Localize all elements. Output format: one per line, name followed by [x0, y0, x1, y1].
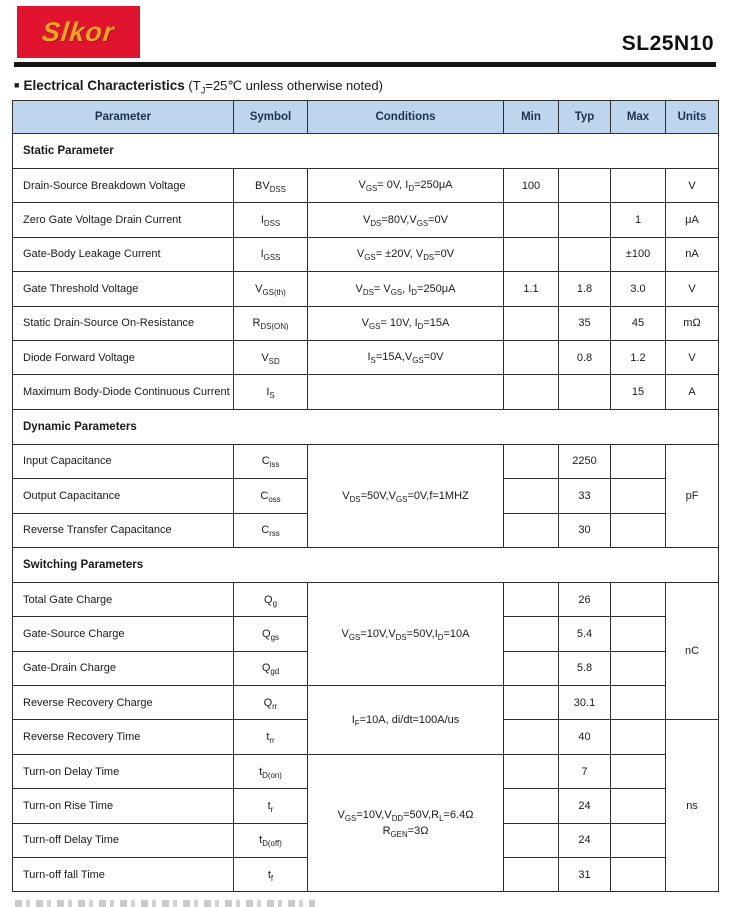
subscript: DS [370, 219, 382, 229]
typ-cell: 31 [559, 858, 611, 892]
subscript: GEN [390, 830, 408, 840]
max-cell: 1.2 [611, 340, 666, 374]
symbol-cell: $I_S$ [234, 375, 308, 409]
param-cell: Turn-off Delay Time [13, 823, 234, 857]
table-row [13, 582, 719, 616]
table-body [13, 134, 719, 892]
param-cell: Output Capacitance [13, 479, 234, 513]
condition-line: $V_{GS}=10V,V_{DD}=50V,R_L=6.4\Omega$ [337, 808, 474, 823]
param-cell: Gate-Drain Charge [13, 651, 234, 685]
section-row [13, 134, 719, 169]
typ-cell: 30.1 [559, 686, 611, 720]
symbol-cell: $Q_g$ [234, 582, 308, 616]
param-cell: Turn-off fall Time [13, 858, 234, 892]
subscript: oss [268, 495, 281, 504]
min-cell [504, 582, 559, 616]
subscript: GS [416, 219, 429, 229]
subscript: GS [390, 287, 403, 297]
subscript: D(off) [262, 839, 282, 849]
subscript: DSS [269, 184, 286, 194]
min-cell [504, 789, 559, 823]
subscript: rr [269, 736, 275, 746]
symbol-cell: $Q_{gd}$ [234, 651, 308, 685]
section-label: Switching Parameters [13, 547, 719, 582]
param-cell: Drain-Source Breakdown Voltage [13, 169, 234, 203]
min-cell [504, 651, 559, 685]
conditions-cell [308, 203, 504, 237]
typ-cell: 30 [559, 513, 611, 547]
max-cell [611, 858, 666, 892]
param-cell: Reverse Recovery Time [13, 720, 234, 754]
typ-cell: 1.8 [559, 272, 611, 306]
param-cell: Gate-Body Leakage Current [13, 237, 234, 271]
symbol-cell: $t_f$ [234, 858, 308, 892]
section-subtitle: ($T_J=25℃$ unless otherwise noted) [188, 78, 383, 96]
subscript: DS [362, 287, 374, 297]
param-cell: Diode Forward Voltage [13, 340, 234, 374]
symbol-cell: $t_{D(off)}$ [234, 823, 308, 857]
units-cell: A [666, 375, 719, 409]
subscript: S [269, 391, 275, 401]
typ-cell [559, 237, 611, 271]
condition-line: $V_{GS}=10V,V_{DS}=50V,I_D=10A$ [341, 627, 470, 642]
symbol-cell: $t_{rr}$ [234, 720, 308, 754]
min-cell [504, 479, 559, 513]
section-heading [14, 78, 383, 94]
max-cell [611, 444, 666, 478]
typ-cell: 5.4 [559, 617, 611, 651]
table-row [13, 203, 719, 237]
max-cell: 15 [611, 375, 666, 409]
subscript: GS [365, 184, 378, 194]
min-cell [504, 754, 559, 788]
min-cell [504, 340, 559, 374]
column-header-min: Min [504, 101, 559, 134]
max-cell [611, 686, 666, 720]
subscript: r [270, 805, 274, 815]
param-cell: Maximum Body-Diode Continuous Current [13, 375, 234, 409]
min-cell [504, 858, 559, 892]
conditions-cell [308, 169, 504, 203]
conditions-cell [308, 582, 504, 685]
max-cell: 1 [611, 203, 666, 237]
column-header-symbol: Symbol [234, 101, 308, 134]
condition-line: $I_F=10A$, di/dt=100A/us [351, 713, 460, 728]
table-row [13, 272, 719, 306]
param-cell: Turn-on Rise Time [13, 789, 234, 823]
max-cell [611, 169, 666, 203]
slkor-logo [17, 6, 140, 58]
section-row [13, 409, 719, 444]
min-cell [504, 237, 559, 271]
subscript: DS [349, 494, 361, 504]
typ-cell: 40 [559, 720, 611, 754]
param-cell: Static Drain-Source On-Resistance [13, 306, 234, 340]
units-cell: V [666, 169, 719, 203]
table-row [13, 444, 719, 478]
typ-cell: 7 [559, 754, 611, 788]
typ-cell: 0.8 [559, 340, 611, 374]
subscript: iss [269, 460, 280, 470]
units-cell: mΩ [666, 306, 719, 340]
subscript: DS(ON) [260, 322, 289, 332]
symbol-cell: $C_{rss}$ [234, 513, 308, 547]
units-cell: pF [666, 444, 719, 547]
column-header-conditions: Conditions [308, 101, 504, 134]
conditions-cell [308, 306, 504, 340]
min-cell [504, 513, 559, 547]
column-header-typ: Typ [559, 101, 611, 134]
param-cell: Reverse Transfer Capacitance [13, 513, 234, 547]
condition-line: $V_{GS}= 10V$, $I_D=15A$ [361, 317, 450, 332]
subscript: DS [423, 253, 435, 263]
units-cell: nC [666, 582, 719, 720]
condition-line: $I_S=15A,V_{GS}=0V$ [367, 351, 444, 366]
subscript: g [272, 598, 277, 608]
symbol-cell: $C_{iss}$ [234, 444, 308, 478]
max-cell [611, 720, 666, 754]
min-cell [504, 823, 559, 857]
header-divider-rule [14, 62, 716, 67]
min-cell [504, 444, 559, 478]
subscript: GS [412, 356, 424, 366]
subscript: f [270, 873, 274, 883]
subscript: gs [270, 633, 279, 643]
table-row [13, 686, 719, 720]
symbol-cell: $V_{SD}$ [234, 340, 308, 374]
symbol-cell: $I_{DSS}$ [234, 203, 308, 237]
param-cell: Reverse Recovery Charge [13, 686, 234, 720]
table-row [13, 306, 719, 340]
max-cell: ±100 [611, 237, 666, 271]
min-cell [504, 203, 559, 237]
max-cell: 45 [611, 306, 666, 340]
subscript: gd [270, 667, 280, 677]
section-label: Dynamic Parameters [13, 409, 719, 444]
section-label: Static Parameter [13, 134, 719, 169]
section-title: Electrical Characteristics [23, 78, 185, 93]
max-cell [611, 823, 666, 857]
part-number-title: SL25N10 [621, 32, 714, 55]
condition-line: $V_{DS}=80V,V_{GS}=0V$ [362, 213, 449, 229]
subscript: D [437, 632, 444, 642]
min-cell [504, 686, 559, 720]
electrical-characteristics-table [12, 100, 719, 892]
subscript: rr [272, 701, 278, 711]
subscript: D [411, 287, 418, 297]
subscript: GS(th) [262, 288, 286, 298]
max-cell [611, 479, 666, 513]
param-cell: Turn-on Delay Time [13, 754, 234, 788]
electrical-characteristics-section [12, 100, 718, 892]
table-row [13, 754, 719, 788]
subscript: GS [344, 813, 357, 823]
min-cell [504, 375, 559, 409]
units-cell: V [666, 340, 719, 374]
symbol-cell: $I_{GSS}$ [234, 237, 308, 271]
condition-line: $V_{GS}= 0V$, $I_D=250\mu A$ [358, 179, 453, 194]
typ-cell: 24 [559, 823, 611, 857]
symbol-cell: $V_{GS(th)}$ [234, 272, 308, 306]
param-cell: Total Gate Charge [13, 582, 234, 616]
min-cell [504, 306, 559, 340]
symbol-cell: $BV_{DSS}$ [234, 169, 308, 203]
subscript: L [439, 813, 444, 823]
param-cell: Gate Threshold Voltage [13, 272, 234, 306]
subscript: D(on) [262, 770, 282, 780]
column-header-units: Units [666, 101, 719, 134]
subscript: S [370, 356, 376, 366]
symbol-cell: $R_{DS(ON)}$ [234, 306, 308, 340]
subscript: rss [269, 529, 280, 539]
slkor-logo-text: Slkor [40, 16, 117, 47]
typ-cell [559, 169, 611, 203]
table-row [13, 375, 719, 409]
condition-line: $V_{GS}= \pm 20V$, $V_{DS}=0V$ [356, 248, 455, 263]
column-header-parameter: Parameter [13, 101, 234, 134]
max-cell [611, 513, 666, 547]
table-header-row [13, 101, 719, 134]
column-header-max: Max [611, 101, 666, 134]
condition-line: $V_{DS}= V_{GS}$, $I_D=250\mu A$ [355, 282, 456, 297]
max-cell [611, 582, 666, 616]
symbol-cell: $Q_{rr}$ [234, 686, 308, 720]
table-row [13, 169, 719, 203]
max-cell [611, 617, 666, 651]
subscript: GS [364, 253, 376, 263]
min-cell [504, 617, 559, 651]
conditions-cell [308, 754, 504, 892]
condition-line: $R_{GEN}=3\Omega$ [382, 825, 429, 840]
table-row [13, 237, 719, 271]
condition-line: $V_{DS}=50V,V_{GS}=0V,f=1MHZ$ [342, 489, 469, 504]
units-cell: V [666, 272, 719, 306]
typ-cell: 24 [559, 789, 611, 823]
param-cell: Gate-Source Charge [13, 617, 234, 651]
units-cell: nA [666, 237, 719, 271]
subscript: SD [268, 356, 280, 366]
min-cell [504, 720, 559, 754]
subscript: D [417, 322, 424, 332]
subscript: DS [395, 632, 407, 642]
typ-cell: 26 [559, 582, 611, 616]
units-cell: μA [666, 203, 719, 237]
subscript: GSS [263, 253, 281, 263]
typ-cell: 33 [559, 479, 611, 513]
subscript: GS [368, 322, 381, 332]
conditions-cell [308, 340, 504, 374]
param-cell: Input Capacitance [13, 444, 234, 478]
typ-cell: 5.8 [559, 651, 611, 685]
subscript: GS [348, 632, 361, 642]
min-cell: 1.1 [504, 272, 559, 306]
typ-cell [559, 203, 611, 237]
square-bullet-icon: ■ [14, 80, 20, 90]
typ-cell: 35 [559, 306, 611, 340]
subscript: DD [391, 813, 404, 823]
cut-off-footer-text [15, 900, 315, 907]
typ-cell: 2250 [559, 444, 611, 478]
max-cell [611, 651, 666, 685]
symbol-cell: $Q_{gs}$ [234, 617, 308, 651]
min-cell: 100 [504, 169, 559, 203]
param-cell: Zero Gate Voltage Drain Current [13, 203, 234, 237]
subscript: GS [395, 494, 408, 504]
conditions-cell [308, 237, 504, 271]
conditions-cell [308, 272, 504, 306]
max-cell [611, 754, 666, 788]
conditions-cell [308, 686, 504, 755]
subscript: F [354, 718, 360, 728]
max-cell: 3.0 [611, 272, 666, 306]
table-row [13, 340, 719, 374]
max-cell [611, 789, 666, 823]
symbol-cell: $t_r$ [234, 789, 308, 823]
symbol-cell: $C_{oss}$ [234, 479, 308, 513]
symbol-cell: $t_{D(on)}$ [234, 754, 308, 788]
subscript: D [408, 184, 415, 194]
subscript: J [200, 85, 206, 96]
typ-cell [559, 375, 611, 409]
subscript: DSS [263, 219, 281, 229]
section-row [13, 547, 719, 582]
conditions-cell [308, 444, 504, 547]
units-cell: ns [666, 720, 719, 892]
conditions-cell [308, 375, 504, 409]
